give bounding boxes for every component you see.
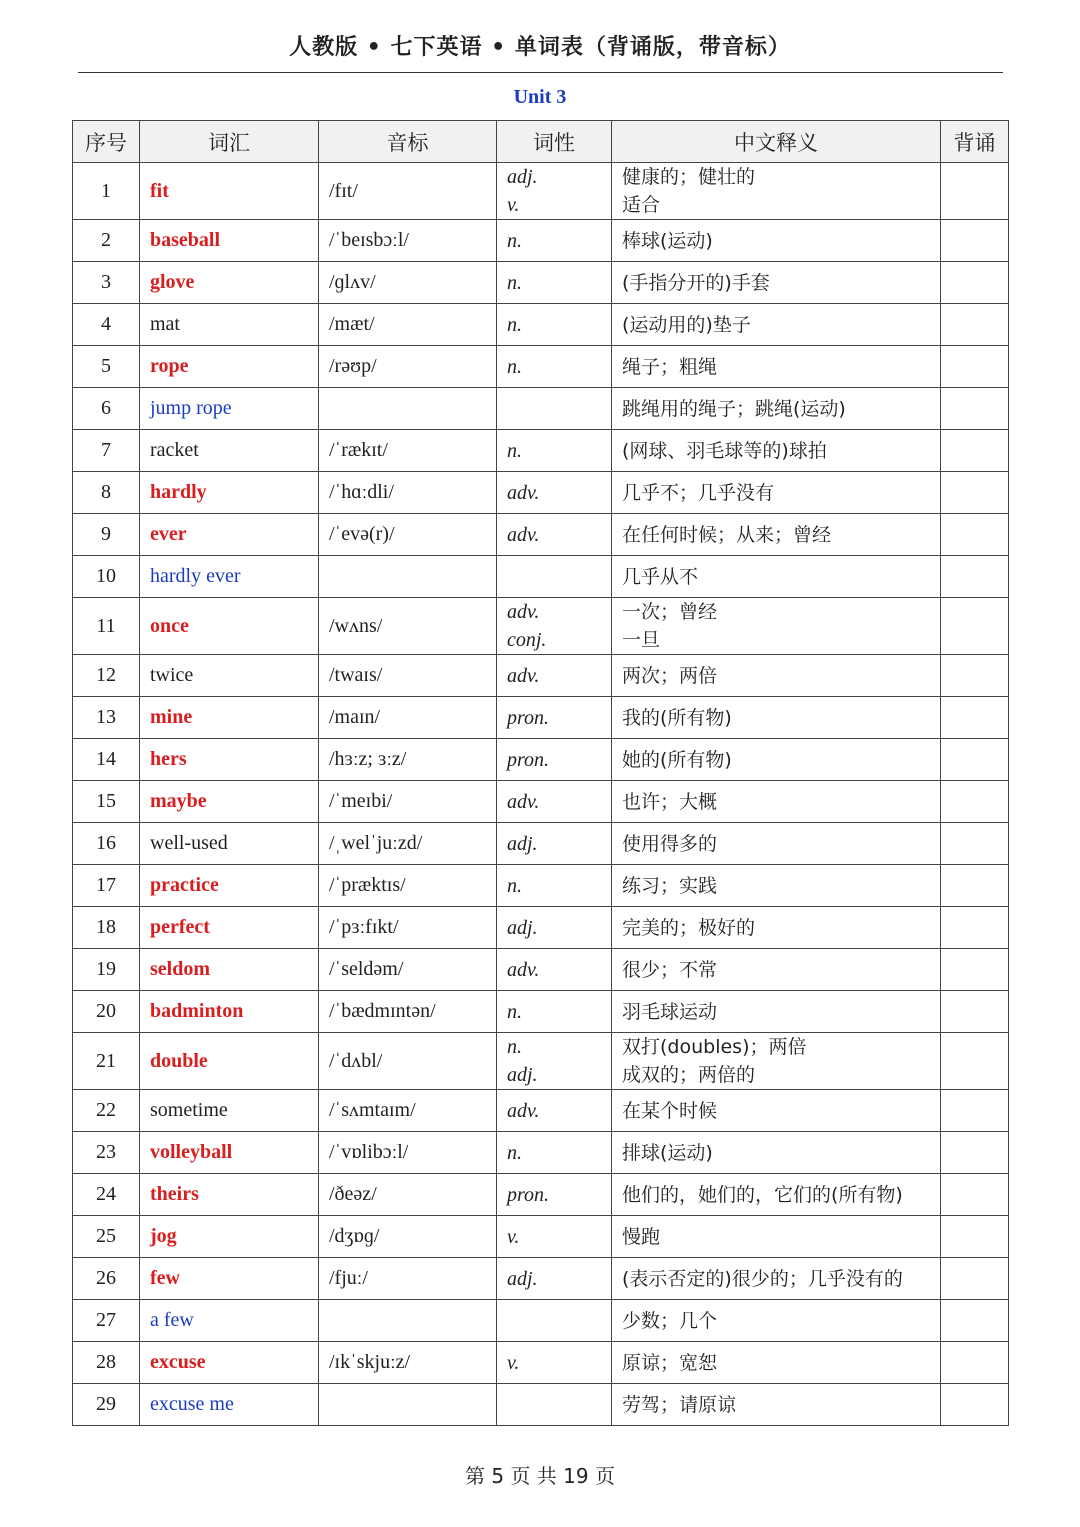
part-of-speech <box>497 163 612 220</box>
phonetic: /fjuː/ <box>319 1258 497 1300</box>
table-row <box>73 1216 1009 1258</box>
phonetic: /dʒɒɡ/ <box>319 1216 497 1258</box>
phonetic: /hɜːz; ɜːz/ <box>319 739 497 781</box>
phonetic: /twaɪs/ <box>319 655 497 697</box>
row-number: 26 <box>73 1258 140 1300</box>
part-of-speech <box>497 346 612 388</box>
unit-title: Unit 3 <box>513 86 567 108</box>
vocab-word: glove <box>140 262 319 304</box>
phonetic: /ˈpræktɪs/ <box>319 865 497 907</box>
meaning-line: (运动用的)垫子 <box>622 313 751 336</box>
phonetic: /maɪn/ <box>319 697 497 739</box>
chinese-meaning <box>612 823 941 865</box>
part-of-speech-line: adj. <box>507 916 538 939</box>
row-number: 2 <box>73 220 140 262</box>
table-row <box>73 220 1009 262</box>
row-number: 10 <box>73 556 140 598</box>
chinese-meaning <box>612 907 941 949</box>
phonetic <box>319 388 497 430</box>
vocab-word: jog <box>140 1216 319 1258</box>
vocab-word: rope <box>140 346 319 388</box>
row-number: 23 <box>73 1132 140 1174</box>
recite-cell <box>941 556 1009 598</box>
table-row <box>73 472 1009 514</box>
table-row <box>73 1174 1009 1216</box>
table-row <box>73 346 1009 388</box>
meaning-line: 劳驾；请原谅 <box>622 1393 737 1416</box>
row-number: 16 <box>73 823 140 865</box>
chinese-meaning <box>612 598 941 655</box>
table-row <box>73 1342 1009 1384</box>
recite-cell <box>941 1258 1009 1300</box>
chinese-meaning <box>612 346 941 388</box>
vocab-word: hers <box>140 739 319 781</box>
part-of-speech <box>497 1033 612 1090</box>
part-of-speech-line: n. <box>507 229 522 252</box>
chinese-meaning <box>612 262 941 304</box>
part-of-speech-line: n. <box>507 1036 522 1058</box>
phonetic <box>319 1384 497 1426</box>
phonetic: /rəʊp/ <box>319 346 497 388</box>
recite-cell <box>941 388 1009 430</box>
chinese-meaning <box>612 991 941 1033</box>
part-of-speech-line: n. <box>507 874 522 897</box>
row-number: 5 <box>73 346 140 388</box>
part-of-speech-line: n. <box>507 1000 522 1023</box>
table-row <box>73 907 1009 949</box>
meaning-line: 几乎不；几乎没有 <box>622 481 775 504</box>
part-of-speech-line: v. <box>507 194 520 216</box>
recite-cell <box>941 163 1009 220</box>
chinese-meaning <box>612 1216 941 1258</box>
vocab-word: maybe <box>140 781 319 823</box>
part-of-speech-line: adv. <box>507 1099 540 1122</box>
row-number: 21 <box>73 1033 140 1090</box>
meaning-line: 原谅；宽恕 <box>622 1351 718 1374</box>
phonetic: /ˈpɜːfɪkt/ <box>319 907 497 949</box>
part-of-speech-line: adj. <box>507 1064 538 1086</box>
part-of-speech <box>497 655 612 697</box>
vocab-word: double <box>140 1033 319 1090</box>
part-of-speech-line: adv. <box>507 790 540 813</box>
meaning-line: 适合 <box>622 194 661 216</box>
part-of-speech <box>497 220 612 262</box>
vocab-word: mine <box>140 697 319 739</box>
table-header-row <box>73 121 1009 163</box>
part-of-speech-line: adv. <box>507 481 540 504</box>
meaning-line: 她的(所有物) <box>622 748 732 771</box>
chinese-meaning <box>612 865 941 907</box>
meaning-line: 绳子；粗绳 <box>622 355 718 378</box>
recite-cell <box>941 1132 1009 1174</box>
phonetic: /mæt/ <box>319 304 497 346</box>
meaning-line: 双打(doubles)；两倍 <box>622 1036 807 1058</box>
part-of-speech <box>497 598 612 655</box>
part-of-speech <box>497 697 612 739</box>
phonetic <box>319 1300 497 1342</box>
part-of-speech-line: n. <box>507 271 522 294</box>
table-row <box>73 556 1009 598</box>
part-of-speech <box>497 823 612 865</box>
table-row <box>73 262 1009 304</box>
vocab-word: badminton <box>140 991 319 1033</box>
row-number: 8 <box>73 472 140 514</box>
table-row <box>73 1132 1009 1174</box>
vocab-word: baseball <box>140 220 319 262</box>
row-number: 18 <box>73 907 140 949</box>
meaning-line: 少数；几个 <box>622 1309 718 1332</box>
recite-cell <box>941 1174 1009 1216</box>
header-divider <box>78 72 1003 73</box>
vocab-word: seldom <box>140 949 319 991</box>
phonetic: /ˈsʌmtaɪm/ <box>319 1090 497 1132</box>
table-row <box>73 949 1009 991</box>
chinese-meaning <box>612 949 941 991</box>
part-of-speech <box>497 1216 612 1258</box>
row-number: 15 <box>73 781 140 823</box>
part-of-speech <box>497 388 612 430</box>
part-of-speech-line: adj. <box>507 1267 538 1290</box>
table-row <box>73 781 1009 823</box>
chinese-meaning <box>612 472 941 514</box>
meaning-line: 很少；不常 <box>622 958 718 981</box>
phonetic: /ɡlʌv/ <box>319 262 497 304</box>
part-of-speech-line: adj. <box>507 166 538 188</box>
part-of-speech-line: adj. <box>507 832 538 855</box>
column-header-number: 序号 <box>73 121 140 163</box>
phonetic: /wʌns/ <box>319 598 497 655</box>
meaning-line: 我的(所有物) <box>622 706 732 729</box>
meaning-line: 棒球(运动) <box>622 229 713 252</box>
table-row <box>73 388 1009 430</box>
vocab-word: jump rope <box>140 388 319 430</box>
recite-cell <box>941 472 1009 514</box>
vocab-word: fit <box>140 163 319 220</box>
meaning-line: 跳绳用的绳子；跳绳(运动) <box>622 397 846 420</box>
part-of-speech-line: v. <box>507 1225 520 1248</box>
vocab-word: sometime <box>140 1090 319 1132</box>
table-row <box>73 1258 1009 1300</box>
recite-cell <box>941 949 1009 991</box>
row-number: 27 <box>73 1300 140 1342</box>
part-of-speech-line: pron. <box>507 706 550 729</box>
recite-cell <box>941 655 1009 697</box>
row-number: 1 <box>73 163 140 220</box>
phonetic: /ˈdʌbl/ <box>319 1033 497 1090</box>
phonetic: /ðeəz/ <box>319 1174 497 1216</box>
column-header-recite: 背诵 <box>941 121 1009 163</box>
row-number: 11 <box>73 598 140 655</box>
recite-cell <box>941 781 1009 823</box>
vocab-word: mat <box>140 304 319 346</box>
part-of-speech <box>497 907 612 949</box>
part-of-speech <box>497 739 612 781</box>
recite-cell <box>941 262 1009 304</box>
chinese-meaning <box>612 697 941 739</box>
recite-cell <box>941 346 1009 388</box>
row-number: 3 <box>73 262 140 304</box>
part-of-speech-line: pron. <box>507 748 550 771</box>
meaning-line: 一旦 <box>622 629 661 651</box>
part-of-speech-line: n. <box>507 355 522 378</box>
chinese-meaning <box>612 739 941 781</box>
part-of-speech <box>497 1258 612 1300</box>
chinese-meaning <box>612 430 941 472</box>
vocab-word: racket <box>140 430 319 472</box>
row-number: 4 <box>73 304 140 346</box>
table-row <box>73 1033 1009 1090</box>
chinese-meaning <box>612 1033 941 1090</box>
vocab-word: practice <box>140 865 319 907</box>
row-number: 20 <box>73 991 140 1033</box>
vocab-word: well-used <box>140 823 319 865</box>
vocab-word: volleyball <box>140 1132 319 1174</box>
recite-cell <box>941 220 1009 262</box>
part-of-speech <box>497 1384 612 1426</box>
table-row <box>73 697 1009 739</box>
part-of-speech <box>497 472 612 514</box>
part-of-speech-line: adv. <box>507 958 540 981</box>
phonetic: /ˌwelˈjuːzd/ <box>319 823 497 865</box>
chinese-meaning <box>612 1342 941 1384</box>
phonetic: /ɪkˈskjuːz/ <box>319 1342 497 1384</box>
part-of-speech-line: adv. <box>507 664 540 687</box>
vocab-word: few <box>140 1258 319 1300</box>
meaning-line: 也许；大概 <box>622 790 718 813</box>
row-number: 13 <box>73 697 140 739</box>
recite-cell <box>941 991 1009 1033</box>
part-of-speech-line: pron. <box>507 1183 550 1206</box>
table-row <box>73 598 1009 655</box>
table-row <box>73 514 1009 556</box>
phonetic: /ˈhɑːdli/ <box>319 472 497 514</box>
meaning-line: 他们的，她们的，它们的(所有物) <box>622 1183 903 1206</box>
chinese-meaning <box>612 1132 941 1174</box>
meaning-line: 成双的；两倍的 <box>622 1064 756 1086</box>
part-of-speech <box>497 1342 612 1384</box>
column-header-meaning: 中文释义 <box>612 121 941 163</box>
chinese-meaning <box>612 781 941 823</box>
row-number: 9 <box>73 514 140 556</box>
recite-cell <box>941 514 1009 556</box>
recite-cell <box>941 1342 1009 1384</box>
part-of-speech <box>497 991 612 1033</box>
chinese-meaning <box>612 388 941 430</box>
chinese-meaning <box>612 1258 941 1300</box>
meaning-line: 一次；曾经 <box>622 601 718 623</box>
recite-cell <box>941 1384 1009 1426</box>
chinese-meaning <box>612 655 941 697</box>
table-row <box>73 823 1009 865</box>
row-number: 17 <box>73 865 140 907</box>
table-row <box>73 430 1009 472</box>
chinese-meaning <box>612 514 941 556</box>
table-row <box>73 865 1009 907</box>
part-of-speech <box>497 514 612 556</box>
column-header-phonetic: 音标 <box>319 121 497 163</box>
meaning-line: 完美的；极好的 <box>622 916 756 939</box>
column-header-part-of-speech: 词性 <box>497 121 612 163</box>
vocab-word: perfect <box>140 907 319 949</box>
part-of-speech <box>497 556 612 598</box>
table-row <box>73 655 1009 697</box>
row-number: 29 <box>73 1384 140 1426</box>
meaning-line: 健康的；健壮的 <box>622 166 756 188</box>
recite-cell <box>941 739 1009 781</box>
recite-cell <box>941 823 1009 865</box>
phonetic: /ˈbædmɪntən/ <box>319 991 497 1033</box>
chinese-meaning <box>612 1090 941 1132</box>
part-of-speech-line: adv. <box>507 523 540 546</box>
meaning-line: 练习；实践 <box>622 874 718 897</box>
part-of-speech <box>497 430 612 472</box>
phonetic: /ˈrækɪt/ <box>319 430 497 472</box>
meaning-line: 羽毛球运动 <box>622 1000 718 1023</box>
part-of-speech <box>497 304 612 346</box>
page-footer: 第 5 页 共 19 页 <box>465 1464 615 1488</box>
part-of-speech-line: v. <box>507 1351 520 1374</box>
vocab-word: a few <box>140 1300 319 1342</box>
row-number: 14 <box>73 739 140 781</box>
meaning-line: 两次；两倍 <box>622 664 718 687</box>
vocab-word: ever <box>140 514 319 556</box>
meaning-line: (手指分开的)手套 <box>622 271 770 294</box>
recite-cell <box>941 865 1009 907</box>
meaning-line: 在某个时候 <box>622 1099 718 1122</box>
vocab-word: twice <box>140 655 319 697</box>
row-number: 6 <box>73 388 140 430</box>
part-of-speech <box>497 1132 612 1174</box>
chinese-meaning <box>612 1384 941 1426</box>
table-row <box>73 1384 1009 1426</box>
phonetic: /ˈbeɪsbɔːl/ <box>319 220 497 262</box>
meaning-line: 在任何时候；从来；曾经 <box>622 523 832 546</box>
chinese-meaning <box>612 556 941 598</box>
part-of-speech-line: n. <box>507 1141 522 1164</box>
recite-cell <box>941 1090 1009 1132</box>
row-number: 12 <box>73 655 140 697</box>
chinese-meaning <box>612 163 941 220</box>
table-row <box>73 1300 1009 1342</box>
phonetic: /ˈmeɪbi/ <box>319 781 497 823</box>
table-row <box>73 991 1009 1033</box>
part-of-speech <box>497 262 612 304</box>
recite-cell <box>941 697 1009 739</box>
chinese-meaning <box>612 304 941 346</box>
meaning-line: 几乎从不 <box>622 565 699 588</box>
recite-cell <box>941 907 1009 949</box>
part-of-speech-line: n. <box>507 313 522 336</box>
table-row <box>73 1090 1009 1132</box>
part-of-speech <box>497 1090 612 1132</box>
table-body <box>73 163 1009 1426</box>
meaning-line: 使用得多的 <box>622 832 718 855</box>
chinese-meaning <box>612 1174 941 1216</box>
chinese-meaning <box>612 220 941 262</box>
row-number: 22 <box>73 1090 140 1132</box>
vocab-word: once <box>140 598 319 655</box>
recite-cell <box>941 1216 1009 1258</box>
table-row <box>73 739 1009 781</box>
recite-cell <box>941 598 1009 655</box>
row-number: 25 <box>73 1216 140 1258</box>
meaning-line: 慢跑 <box>622 1225 661 1248</box>
row-number: 7 <box>73 430 140 472</box>
phonetic: /ˈvɒlibɔːl/ <box>319 1132 497 1174</box>
part-of-speech <box>497 949 612 991</box>
row-number: 19 <box>73 949 140 991</box>
recite-cell <box>941 304 1009 346</box>
vocab-word: excuse me <box>140 1384 319 1426</box>
recite-cell <box>941 1033 1009 1090</box>
phonetic: /ˈevə(r)/ <box>319 514 497 556</box>
phonetic: /fɪt/ <box>319 163 497 220</box>
table-row <box>73 304 1009 346</box>
part-of-speech-line: conj. <box>507 629 547 651</box>
document-header: 人教版 • 七下英语 • 单词表（背诵版，带音标） <box>289 35 791 60</box>
part-of-speech <box>497 1174 612 1216</box>
meaning-line: (网球、羽毛球等的)球拍 <box>622 439 827 462</box>
phonetic: /ˈseldəm/ <box>319 949 497 991</box>
meaning-line: (表示否定的)很少的；几乎没有的 <box>622 1267 903 1290</box>
table-row <box>73 163 1009 220</box>
vocab-word: hardly <box>140 472 319 514</box>
column-header-word: 词汇 <box>140 121 319 163</box>
recite-cell <box>941 1300 1009 1342</box>
part-of-speech <box>497 781 612 823</box>
recite-cell <box>941 430 1009 472</box>
part-of-speech-line: n. <box>507 439 522 462</box>
meaning-line: 排球(运动) <box>622 1141 713 1164</box>
part-of-speech <box>497 865 612 907</box>
row-number: 28 <box>73 1342 140 1384</box>
part-of-speech <box>497 1300 612 1342</box>
vocabulary-table <box>72 120 1009 1426</box>
vocab-word: excuse <box>140 1342 319 1384</box>
part-of-speech-line: adv. <box>507 601 540 623</box>
vocab-word: hardly ever <box>140 556 319 598</box>
chinese-meaning <box>612 1300 941 1342</box>
row-number: 24 <box>73 1174 140 1216</box>
vocab-word: theirs <box>140 1174 319 1216</box>
phonetic <box>319 556 497 598</box>
